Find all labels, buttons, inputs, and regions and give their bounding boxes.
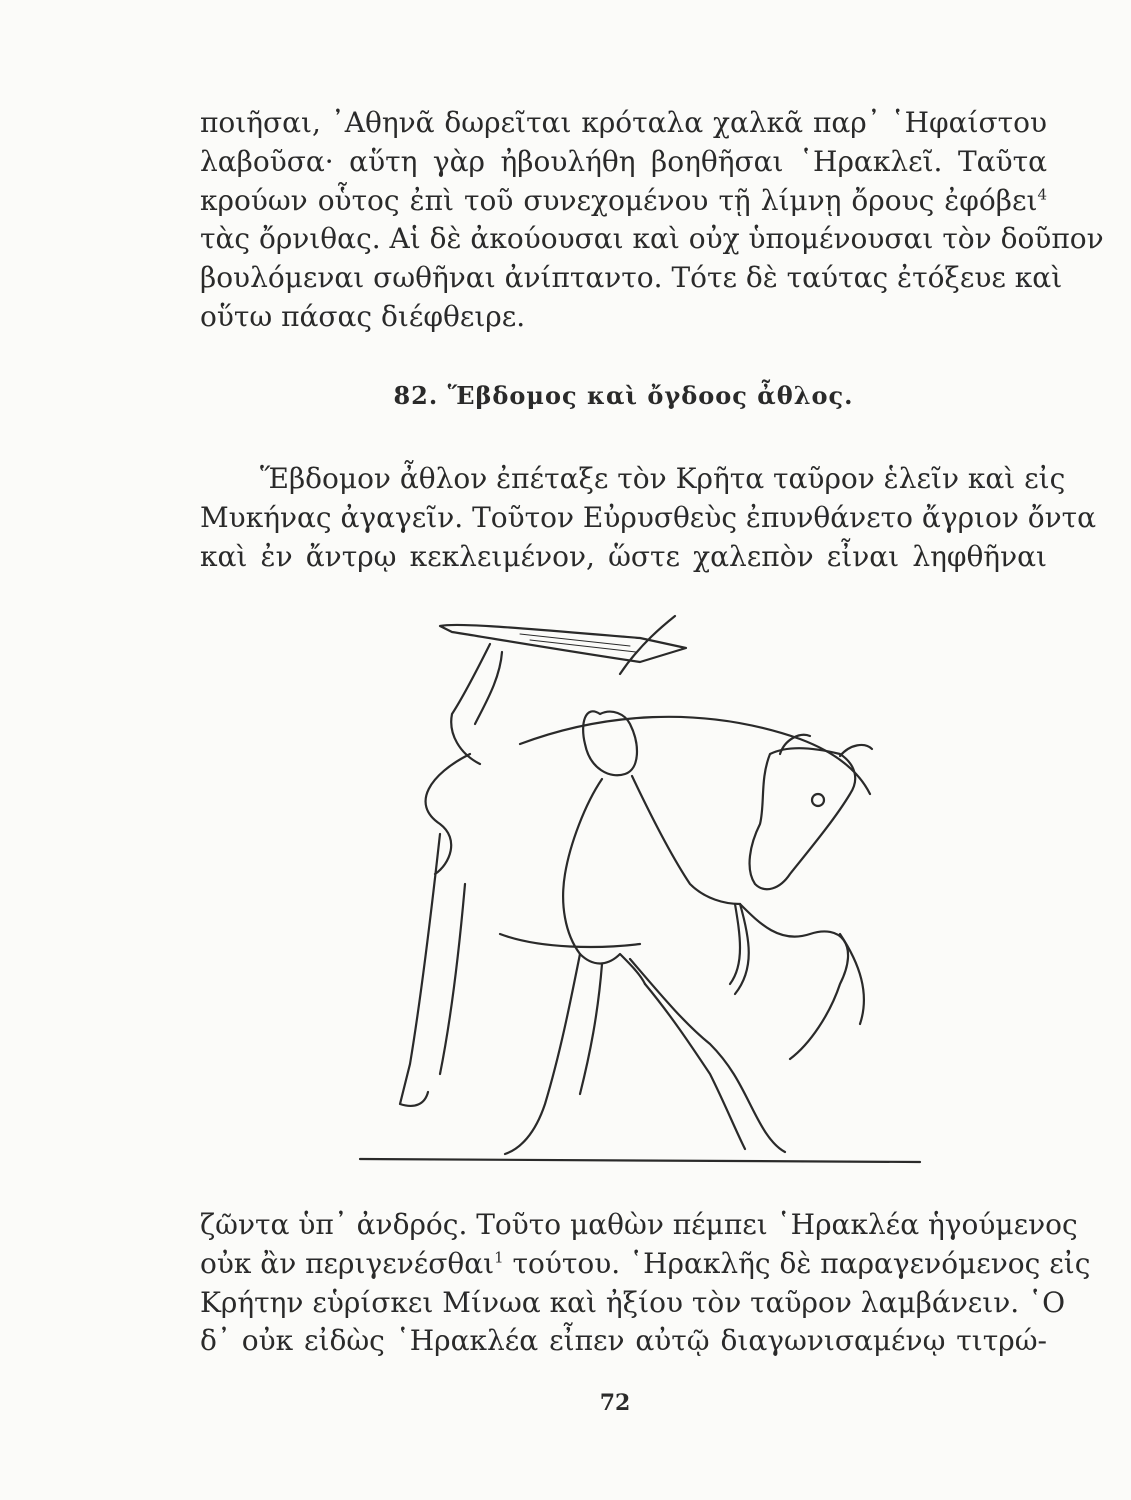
section-heading: 82. Ἕβδομος καὶ ὄγδοος ἆθλος. [393,381,854,410]
text-fragment: κρούων οὗτος ἐπὶ τοῦ συνεχομένου τῇ λίμνῃ ὄρους ἐφόβει [200,183,1038,217]
text-fragment: οὐκ ἂν περιγενέσθαι [200,1246,495,1280]
text-line: ποιῆσαι, ᾿Αθηνᾶ δωρεῖται κρόταλα χαλκᾶ παρ᾿ ῾Ηφαίστου [200,106,1047,139]
paragraph-stymphalian-birds [200,104,1104,337]
text-line: οὕτω πάσας διέφθειρε. [200,299,526,333]
illustration-heracles-and-bull [340,604,930,1184]
footnote-marker: 1 [494,1248,504,1267]
footnote-marker: 4 [1037,185,1047,204]
text-line: δ᾿ οὐκ εἰδὼς ῾Ηρακλέα εἶπεν αὐτῷ διαγωνισαμένῳ τιτρώ- [200,1324,1047,1358]
paragraph-minos [200,1206,1091,1361]
text-line: Ἕβδομον ἆθλον ἐπέταξε τὸν Κρῆτα ταῦρον ἑλεῖν καὶ εἰς [260,462,1066,495]
text-line: Κρήτην εὑρίσκει Μίνωα καὶ ἠξίου τὸν ταῦρον λαμβάνειν. ῾Ο [200,1285,1066,1319]
text-line: τὰς ὄρνιθας. Αἱ δὲ ἀκούουσαι καὶ οὐχ ὑπομένουσαι τὸν δοῦπον [200,222,1104,256]
text-line: ζῶντα ὑπ᾿ ἀνδρός. Τοῦτο μαθὼν πέμπει ῾Ηρακλέα ἡγούμενος [200,1208,1078,1241]
text-line-with-footnote [200,1245,1091,1284]
text-line: βουλόμεναι σωθῆναι ἀνίπταντο. Τότε δὲ ταύτας ἐτόξευε καὶ [200,261,1063,295]
text-line-with-footnote [200,182,1047,221]
text-line: λαβοῦσα· αὕτη γὰρ ἠβουλήθη βοηθῆσαι ῾Ηρακλεῖ. Ταῦτα [200,144,1047,178]
text-line: καὶ ἐν ἄντρῳ κεκλειμένον, ὥστε χαλεπὸν εἶναι ληφθῆναι [200,539,1047,573]
text-line: Μυκήνας ἀγαγεῖν. Τοῦτον Εὐρυσθεὺς ἐπυνθάνετο ἄγριον ὄντα [200,500,1097,534]
text-fragment: τούτου. ῾Ηρακλῆς δὲ παραγενόμενος εἰς [503,1246,1091,1280]
page-number: 72 [599,1390,631,1416]
paragraph-cretan-bull [200,460,1097,576]
